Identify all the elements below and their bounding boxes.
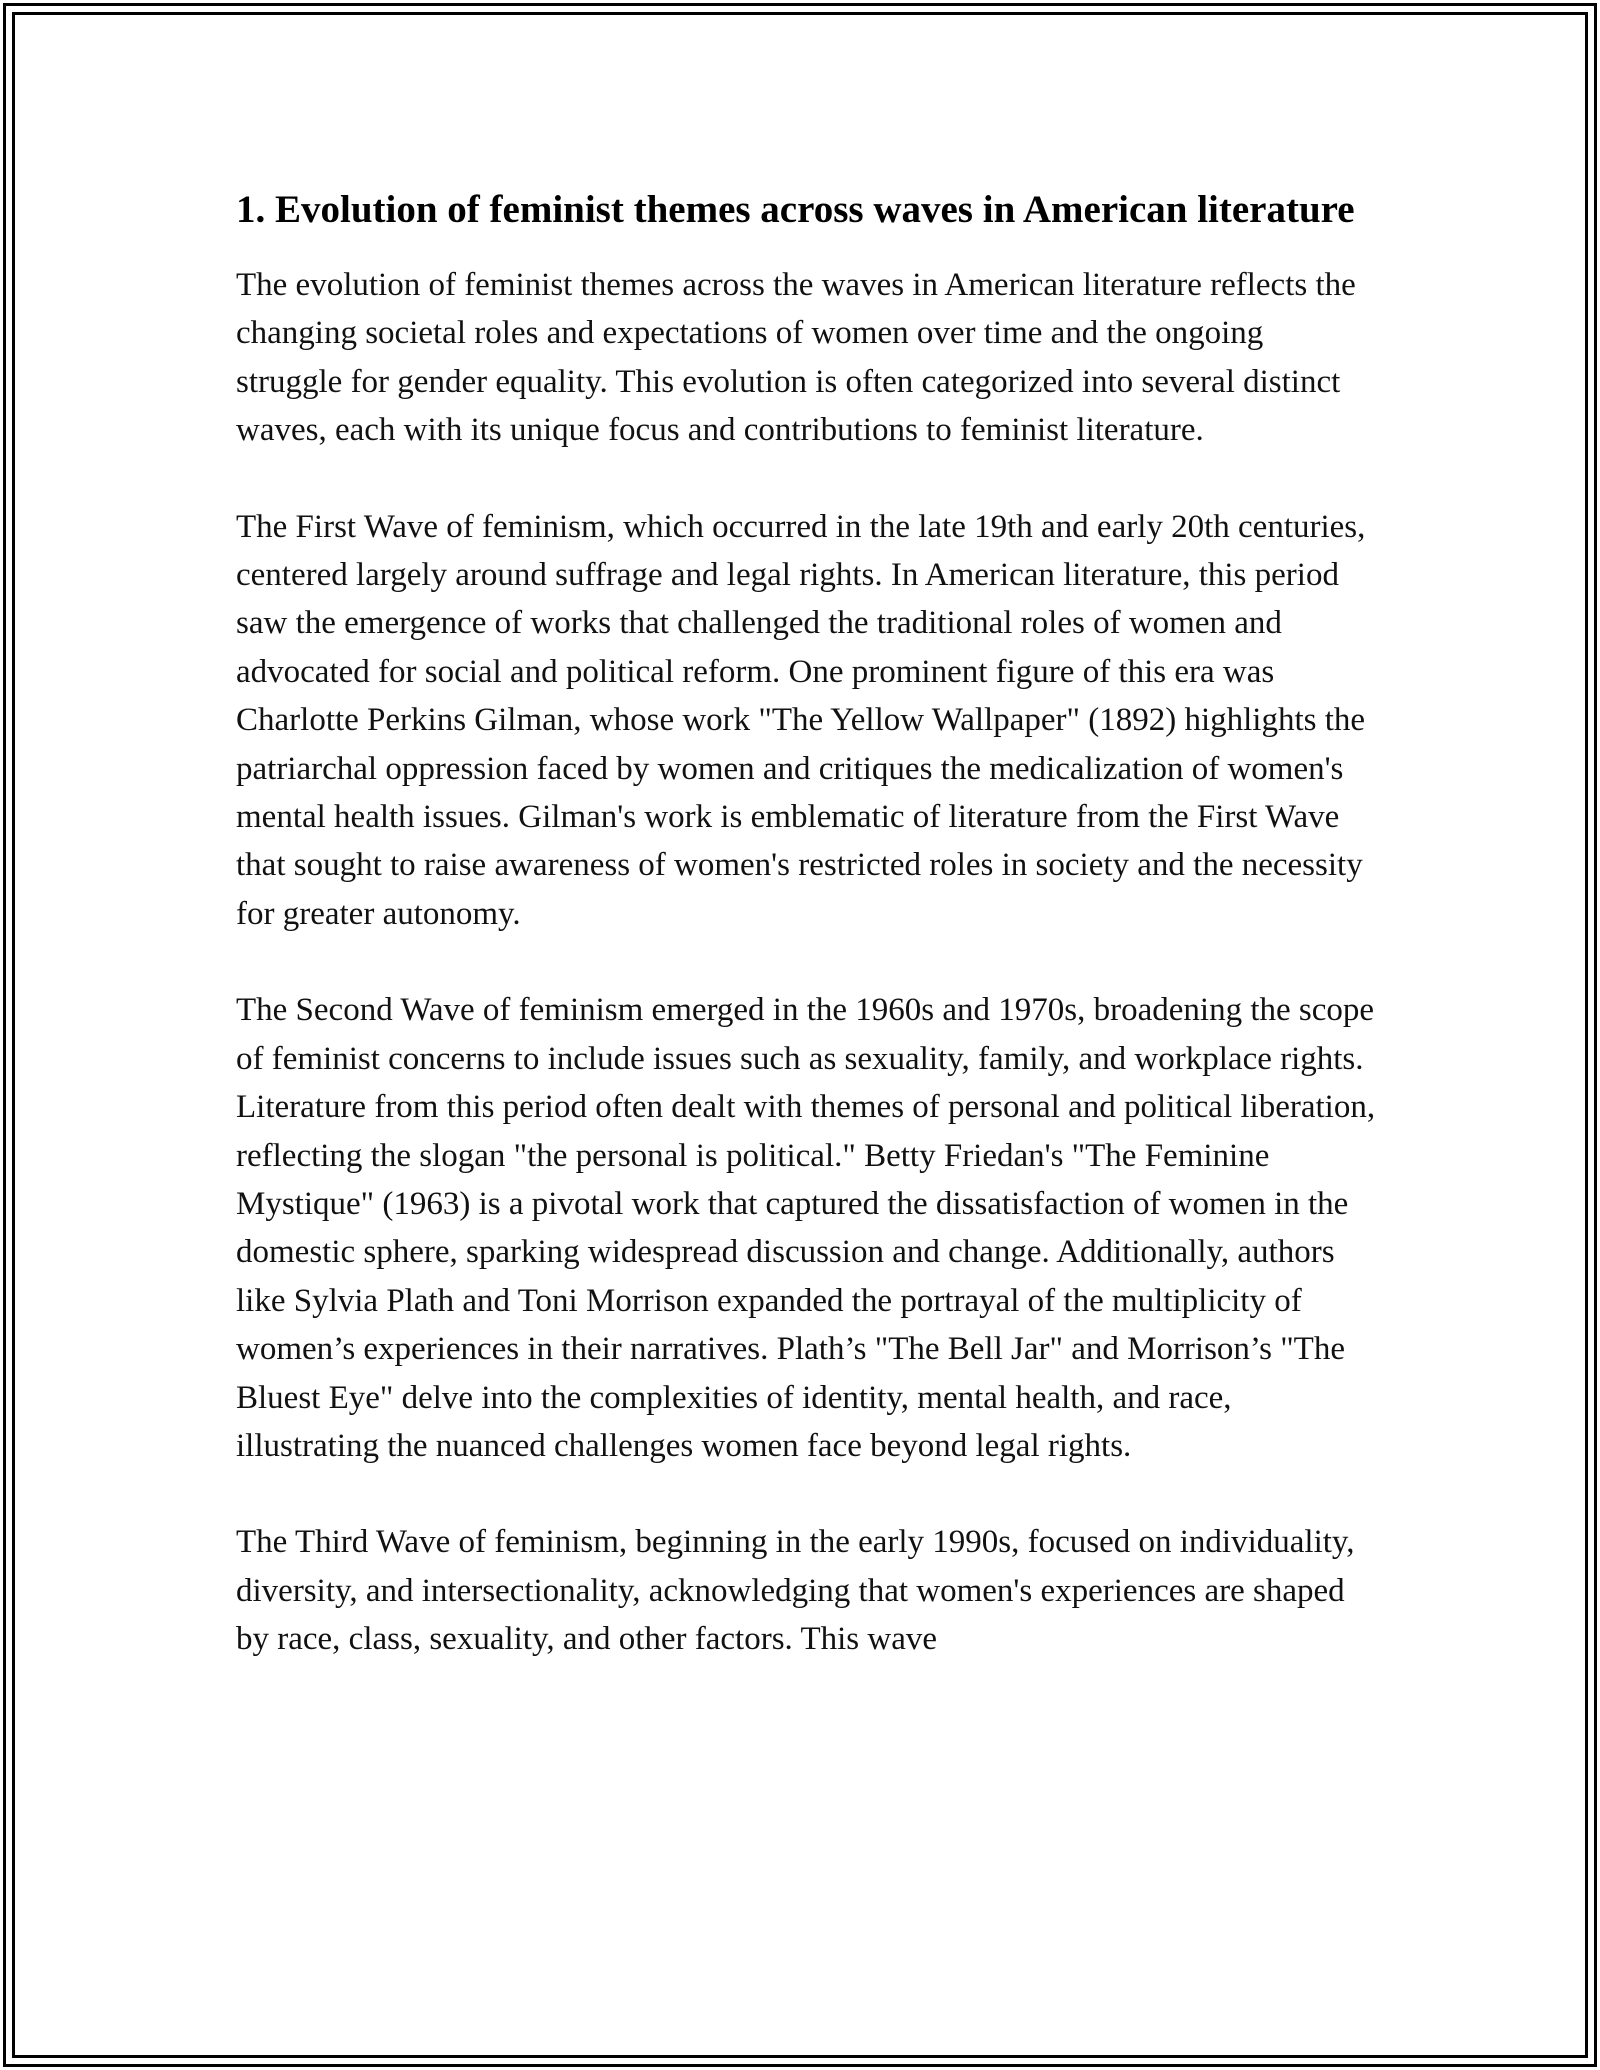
- paragraph-first-wave: The First Wave of feminism, which occurred in the late 19th and early 20th centuries, centered largely around suffrage and legal rights. In American literature, this period saw the emergence of works that challenged the traditional roles of women and advocated for social and political reform. One prominent figure of this era was Charlotte Perkins Gilman, whose work "The Yellow Wallpaper" (1892) highlights the patriarchal oppression faced by women and critiques the medicalization of women's mental health issues. Gilman's work is emblematic of literature from the First Wave that sought to raise awareness of women's restricted roles in society and the necessity for greater autonomy.: [236, 508, 1366, 932]
- paragraph-third-wave: The Third Wave of feminism, beginning in the early 1990s, focused on individuality, diversity, and intersectionality, acknowledging that women's experiences are shaped by race, class, sexuality, and other factors. This wave: [236, 1524, 1355, 1658]
- document-content: [236, 182, 1376, 1664]
- section-body: [236, 261, 1376, 1664]
- section-heading: 1. Evolution of feminist themes across waves in American literature: [236, 188, 1355, 231]
- paragraph-second-wave: The Second Wave of feminism emerged in the 1960s and 1970s, broadening the scope of feminist concerns to include issues such as sexuality, family, and workplace rights. Literature from this period often dealt with themes of personal and political liberation, reflecting the slogan "the personal is political." Betty Friedan's "The Feminine Mystique" (1963) is a pivotal work that captured the dissatisfaction of women in the domestic sphere, sparking widespread discussion and change. Additionally, authors like Sylvia Plath and Toni Morrison expanded the portrayal of the multiplicity of women’s experiences in their narratives. Plath’s "The Bell Jar" and Morrison’s "The Bluest Eye" delve into the complexities of identity, mental health, and race, illustrating the nuanced challenges women face beyond legal rights.: [236, 992, 1376, 1464]
- paragraph-introduction: The evolution of feminist themes across the waves in American literature reflects the changing societal roles and expectations of women over time and the ongoing struggle for gender equality. This evolution is often categorized into several distinct waves, each with its unique focus and contributions to feminist literature.: [236, 267, 1356, 449]
